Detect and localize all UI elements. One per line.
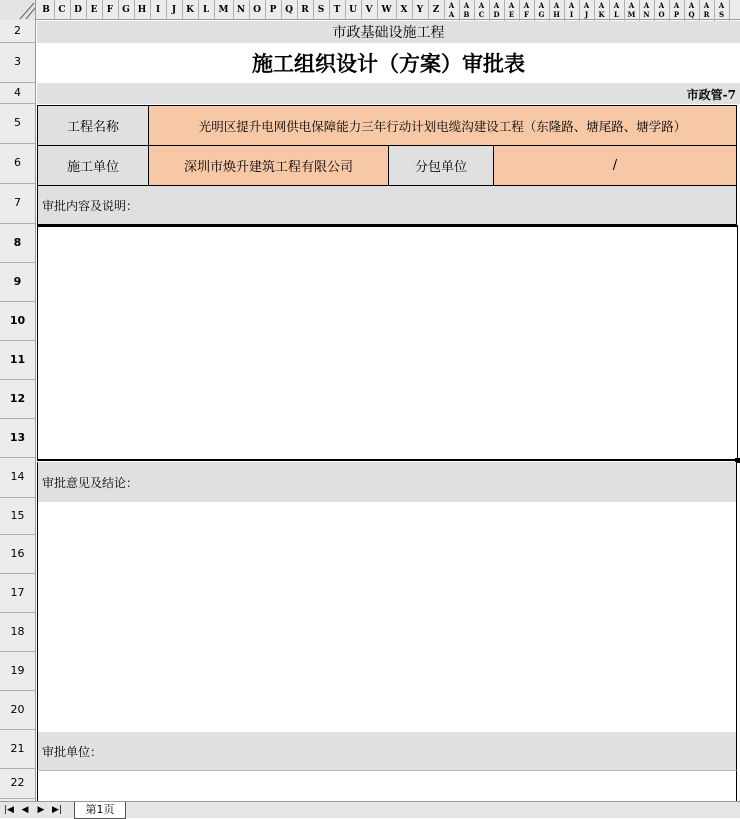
next-sheet-icon[interactable]: ▶	[37, 805, 45, 815]
construction-unit-label: 施工单位	[37, 145, 149, 186]
column-header-w[interactable]: W	[377, 0, 397, 20]
column-header-x[interactable]: X	[396, 0, 413, 20]
select-all-corner[interactable]	[0, 0, 36, 20]
row-header-15[interactable]: 15	[0, 497, 35, 535]
column-header-ar[interactable]: A R	[699, 0, 715, 21]
row-header-3[interactable]: 3	[0, 42, 35, 83]
column-header-i[interactable]: I	[150, 0, 167, 20]
row-header-16[interactable]: 16	[0, 534, 35, 574]
last-sheet-icon[interactable]: ▶|	[52, 805, 62, 815]
column-header-ac[interactable]: A C	[474, 0, 490, 21]
row-header-14[interactable]: 14	[0, 457, 35, 498]
column-header-aa[interactable]: A A	[444, 0, 460, 21]
row-header-11[interactable]: 11	[0, 340, 35, 380]
row-header-2[interactable]: 2	[0, 20, 35, 43]
corner-diagonal-icon	[0, 0, 36, 20]
first-sheet-icon[interactable]: |◀	[4, 805, 14, 815]
header-category: 市政基础设施工程	[37, 21, 740, 43]
form-title: 施工组织设计（方案）审批表	[252, 51, 525, 76]
column-header-q[interactable]: Q	[281, 0, 298, 20]
row-header-17[interactable]: 17	[0, 573, 35, 613]
column-header-g[interactable]: G	[118, 0, 135, 20]
column-header-bar	[0, 0, 740, 20]
row-header-4[interactable]: 4	[0, 82, 35, 104]
column-header-af[interactable]: A F	[519, 0, 535, 21]
subcontract-label: 分包单位	[388, 145, 494, 186]
column-header-ao[interactable]: A O	[654, 0, 670, 21]
project-name-label: 工程名称	[37, 105, 149, 146]
row-header-5[interactable]: 5	[0, 103, 35, 144]
column-header-s[interactable]: S	[313, 0, 330, 20]
row-header-9[interactable]: 9	[0, 262, 35, 302]
column-header-ai[interactable]: A I	[564, 0, 580, 21]
approval-content-area[interactable]	[37, 225, 738, 461]
column-header-u[interactable]: U	[345, 0, 362, 20]
row-header-7[interactable]: 7	[0, 183, 35, 224]
column-header-e[interactable]: E	[86, 0, 103, 20]
column-header-h[interactable]: H	[134, 0, 151, 20]
column-header-r[interactable]: R	[297, 0, 314, 20]
column-header-v[interactable]: V	[361, 0, 378, 20]
approval-opinion-label: 审批意见及结论：	[37, 462, 737, 502]
row-header-6[interactable]: 6	[0, 143, 35, 184]
approval-content-label: 审批内容及说明：	[37, 185, 737, 225]
column-header-ap[interactable]: A P	[669, 0, 685, 21]
column-header-l[interactable]: L	[198, 0, 215, 20]
row-header-19[interactable]: 19	[0, 651, 35, 691]
approval-unit-label: 审批单位：	[37, 732, 737, 771]
column-header-ad[interactable]: A D	[489, 0, 505, 21]
subcontract-value: /	[493, 145, 737, 186]
row-header-10[interactable]: 10	[0, 301, 35, 341]
column-header-ag[interactable]: A G	[534, 0, 550, 21]
column-header-aq[interactable]: A Q	[684, 0, 700, 21]
row-header-20[interactable]: 20	[0, 690, 35, 730]
row-header-bar	[0, 20, 36, 801]
row-header-8[interactable]: 8	[0, 223, 35, 263]
column-header-ak[interactable]: A K	[594, 0, 610, 21]
column-header-b[interactable]: B	[38, 0, 55, 20]
row-header-12[interactable]: 12	[0, 379, 35, 419]
form-code-row	[37, 83, 740, 104]
column-header-ah[interactable]: A H	[549, 0, 565, 21]
column-header-n[interactable]: N	[233, 0, 250, 20]
column-header-aj[interactable]: A J	[579, 0, 595, 21]
column-header-as[interactable]: A S	[714, 0, 730, 21]
sheet-tab-page1[interactable]: 第1页	[74, 802, 126, 819]
column-header-c[interactable]: C	[54, 0, 71, 20]
approval-opinion-area[interactable]	[37, 502, 737, 733]
form-code: 市政管-7	[686, 88, 736, 102]
column-header-k[interactable]: K	[182, 0, 199, 20]
column-header-al[interactable]: A L	[609, 0, 625, 21]
sheet-tab-bar	[0, 801, 740, 818]
row-header-13[interactable]: 13	[0, 418, 35, 458]
column-header-ab[interactable]: A B	[459, 0, 475, 21]
column-header-f[interactable]: F	[102, 0, 119, 20]
column-header-o[interactable]: O	[249, 0, 266, 20]
column-header-p[interactable]: P	[265, 0, 282, 20]
approval-unit-area[interactable]	[37, 771, 737, 801]
column-header-d[interactable]: D	[70, 0, 87, 20]
column-header-m[interactable]: M	[214, 0, 234, 20]
column-header-j[interactable]: J	[166, 0, 183, 20]
column-header-am[interactable]: A M	[624, 0, 640, 21]
column-header-an[interactable]: A N	[639, 0, 655, 21]
row-header-18[interactable]: 18	[0, 612, 35, 652]
row-header-21[interactable]: 21	[0, 729, 35, 769]
column-header-t[interactable]: T	[329, 0, 346, 20]
column-header-z[interactable]: Z	[428, 0, 445, 20]
prev-sheet-icon[interactable]: ◀	[21, 805, 29, 815]
column-header-ae[interactable]: A E	[504, 0, 520, 21]
construction-unit-value: 深圳市焕升建筑工程有限公司	[148, 145, 389, 186]
row-header-22[interactable]: 22	[0, 768, 35, 799]
project-name-value: 光明区提升电网供电保障能力三年行动计划电缆沟建设工程（东隆路、塘尾路、塘学路）	[148, 105, 737, 146]
column-header-y[interactable]: Y	[412, 0, 429, 20]
